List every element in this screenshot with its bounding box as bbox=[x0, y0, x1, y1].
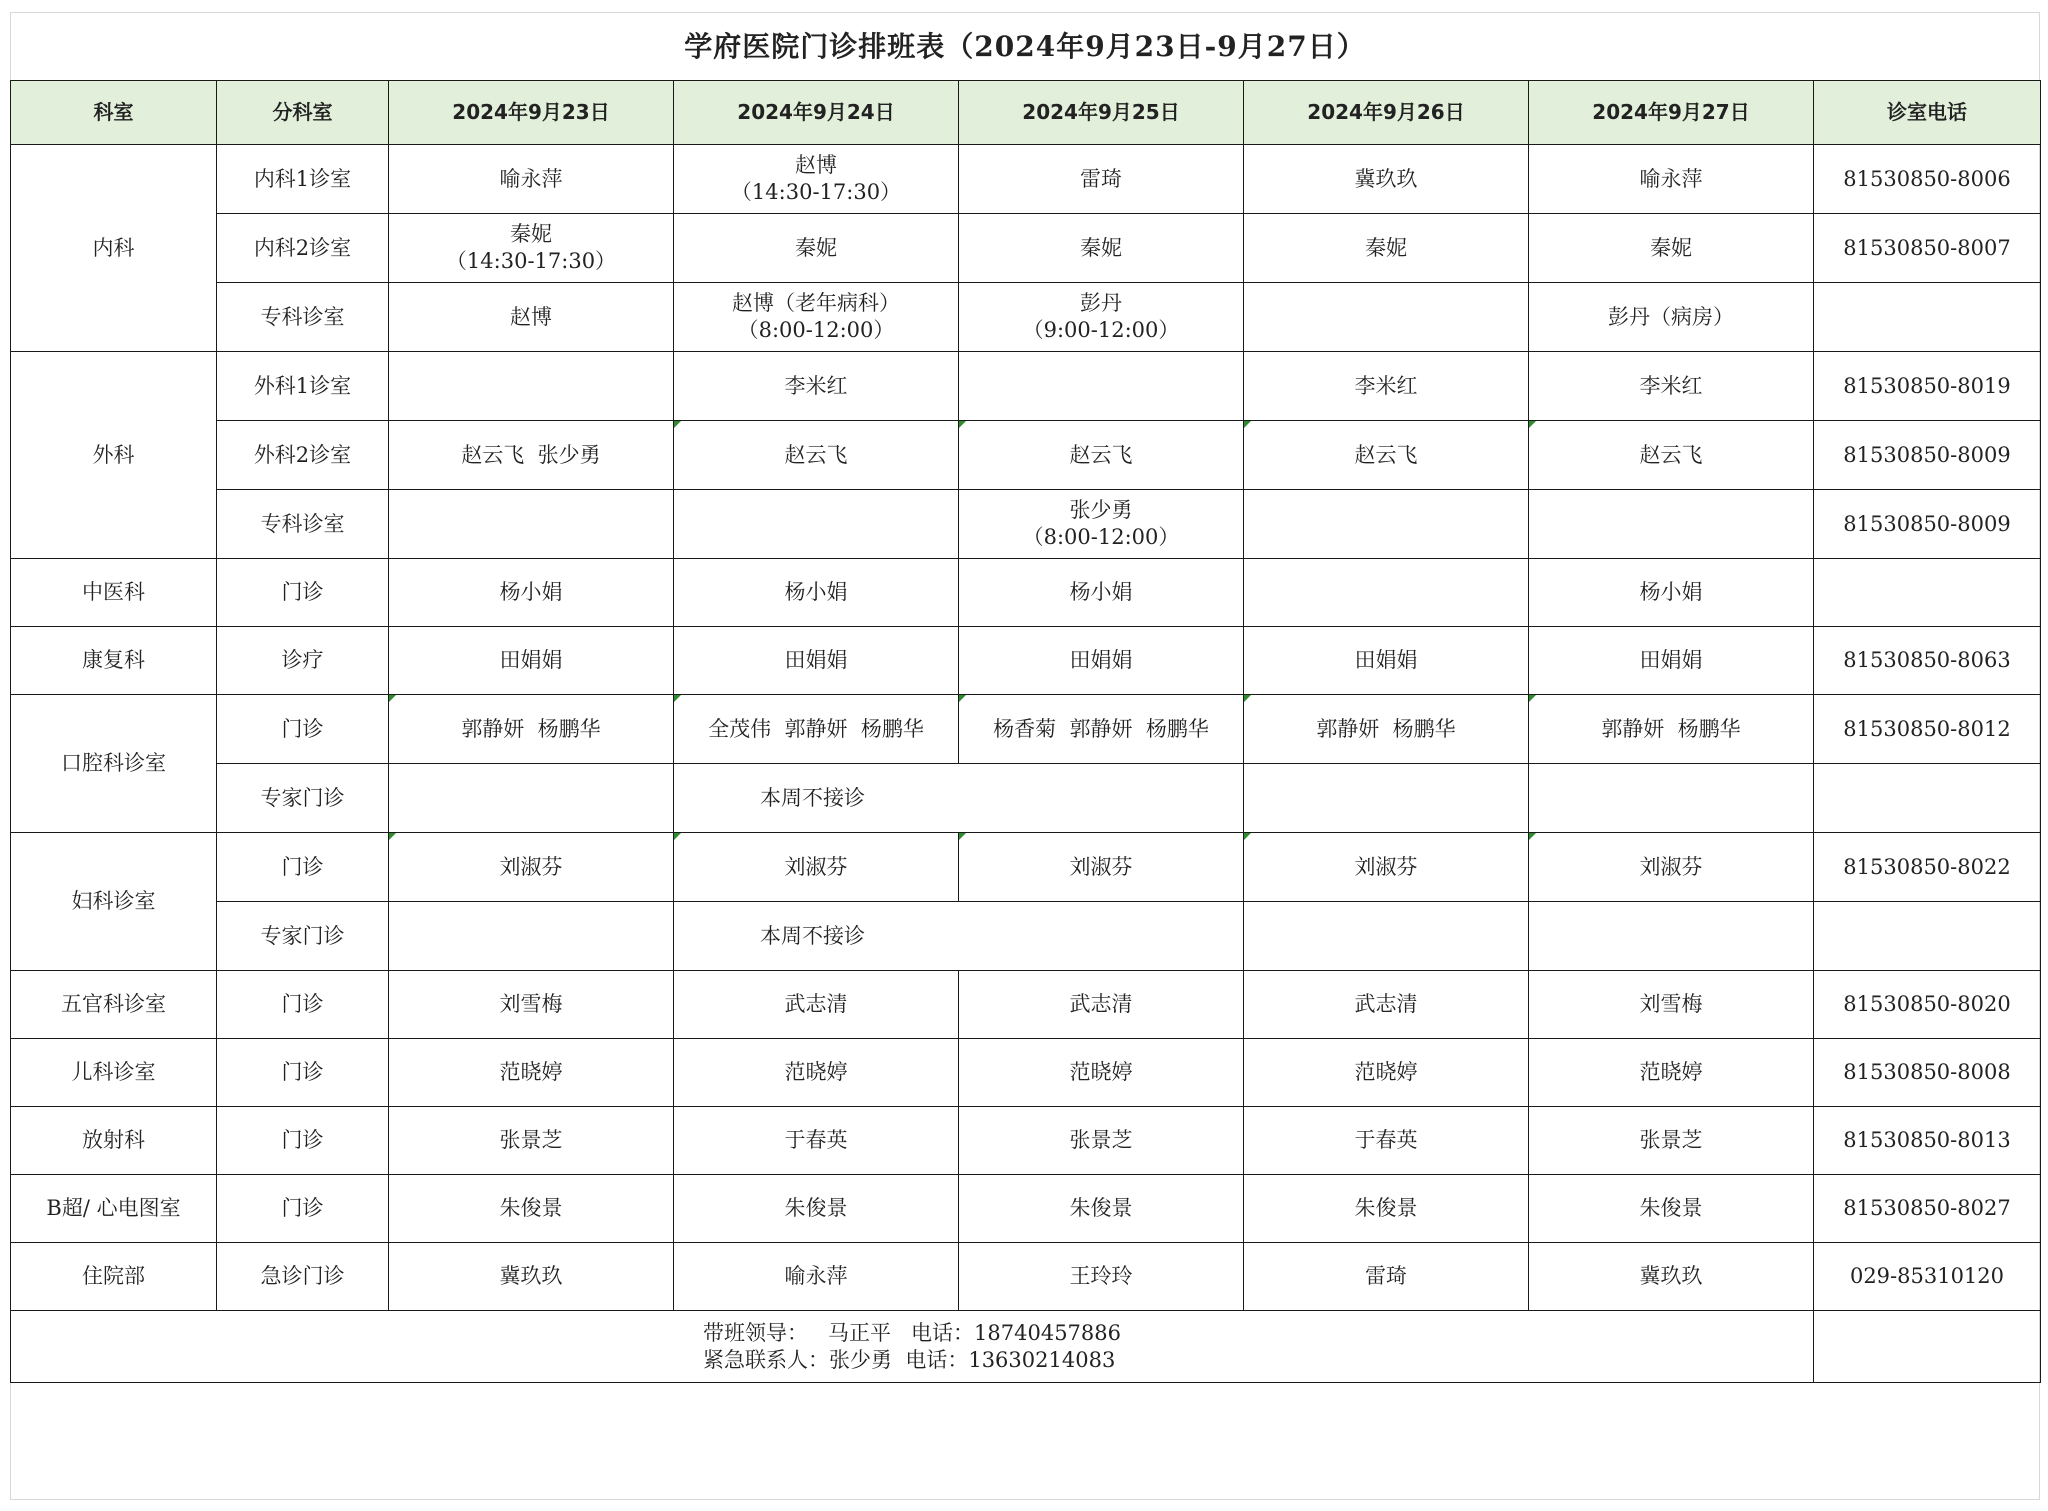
department-cell: 儿科诊室 bbox=[11, 1039, 217, 1107]
schedule-cell: 张景芝 bbox=[959, 1107, 1244, 1175]
table-row bbox=[11, 971, 2041, 1039]
schedule-cell: 于春英 bbox=[1244, 1107, 1529, 1175]
doctor-name: 全茂伟 郭静妍 杨鹏华 bbox=[708, 716, 924, 741]
schedule-cell bbox=[674, 833, 959, 902]
sub-department-cell: 门诊 bbox=[217, 833, 389, 902]
time-range: （9:00-12:00） bbox=[1022, 318, 1180, 342]
comment-marker-icon bbox=[389, 695, 396, 702]
schedule-cell: 田娟娟 bbox=[674, 627, 959, 695]
table-row bbox=[11, 559, 2041, 627]
header-phone: 诊室电话 bbox=[1814, 81, 2041, 145]
duty-leader-line: 带班领导： 马正平 电话：18740457886 bbox=[702, 1320, 1122, 1345]
schedule-cell bbox=[1244, 764, 1529, 833]
schedule-cell bbox=[1529, 421, 1814, 490]
schedule-cell: 李米红 bbox=[674, 352, 959, 421]
table-row bbox=[11, 764, 2041, 833]
phone-cell bbox=[1814, 559, 2041, 627]
doctor-name: 郭静妍 杨鹏华 bbox=[1601, 716, 1741, 741]
contact-info-cell bbox=[11, 1311, 1814, 1383]
table-row bbox=[11, 1107, 2041, 1175]
schedule-cell bbox=[1529, 833, 1814, 902]
doctor-name: 彭丹 bbox=[1080, 291, 1122, 315]
department-cell: 妇科诊室 bbox=[11, 833, 217, 971]
schedule-cell bbox=[674, 283, 959, 352]
sub-department-cell: 专家门诊 bbox=[217, 902, 389, 971]
doctor-name: 郭静妍 杨鹏华 bbox=[1316, 716, 1456, 741]
phone-cell: 81530850-8008 bbox=[1814, 1039, 2041, 1107]
schedule-cell: 杨小娟 bbox=[959, 559, 1244, 627]
schedule-cell: 赵云飞 张少勇 bbox=[389, 421, 674, 490]
table-row bbox=[11, 1243, 2041, 1311]
comment-marker-icon bbox=[1529, 421, 1536, 428]
schedule-cell bbox=[959, 490, 1244, 559]
schedule-cell: 秦妮 bbox=[959, 214, 1244, 283]
sub-department-cell: 专科诊室 bbox=[217, 283, 389, 352]
schedule-cell bbox=[1244, 559, 1529, 627]
table-row bbox=[11, 421, 2041, 490]
comment-marker-icon bbox=[1529, 833, 1536, 840]
sub-department-cell: 门诊 bbox=[217, 971, 389, 1039]
comment-marker-icon bbox=[1529, 695, 1536, 702]
department-cell: 内科 bbox=[11, 145, 217, 352]
schedule-cell: 朱俊景 bbox=[1244, 1175, 1529, 1243]
schedule-cell bbox=[674, 145, 959, 214]
schedule-cell bbox=[959, 421, 1244, 490]
schedule-cell bbox=[1529, 695, 1814, 764]
header-row bbox=[11, 81, 2041, 145]
department-cell: B超/ 心电图室 bbox=[11, 1175, 217, 1243]
department-cell: 康复科 bbox=[11, 627, 217, 695]
sub-department-cell: 门诊 bbox=[217, 1107, 389, 1175]
schedule-cell: 杨小娟 bbox=[674, 559, 959, 627]
header-date-1: 2024年9月23日 bbox=[389, 81, 674, 145]
schedule-cell: 田娟娟 bbox=[1529, 627, 1814, 695]
doctor-name: 刘淑芬 bbox=[1354, 854, 1418, 879]
schedule-cell: 范晓婷 bbox=[389, 1039, 674, 1107]
sub-department-cell: 专科诊室 bbox=[217, 490, 389, 559]
time-range: （8:00-12:00） bbox=[1022, 525, 1180, 549]
phone-cell bbox=[1814, 283, 2041, 352]
table-row bbox=[11, 833, 2041, 902]
schedule-cell: 朱俊景 bbox=[389, 1175, 674, 1243]
phone-cell: 81530850-8027 bbox=[1814, 1175, 2041, 1243]
phone-cell bbox=[1814, 764, 2041, 833]
schedule-cell: 李米红 bbox=[1529, 352, 1814, 421]
emergency-contact-line: 紧急联系人：张少勇 电话：13630214083 bbox=[702, 1347, 1116, 1372]
sub-department-cell: 外科1诊室 bbox=[217, 352, 389, 421]
schedule-cell bbox=[674, 695, 959, 764]
doctor-name: 刘淑芬 bbox=[499, 854, 563, 879]
phone-cell bbox=[1814, 902, 2041, 971]
schedule-cell: 杨小娟 bbox=[1529, 559, 1814, 627]
schedule-cell bbox=[959, 283, 1244, 352]
closed-note: 本周不接诊 bbox=[760, 923, 865, 948]
phone-cell: 81530850-8009 bbox=[1814, 490, 2041, 559]
phone-cell: 81530850-8019 bbox=[1814, 352, 2041, 421]
schedule-cell bbox=[1244, 833, 1529, 902]
comment-marker-icon bbox=[1244, 421, 1251, 428]
sub-department-cell: 急诊门诊 bbox=[217, 1243, 389, 1311]
header-date-2: 2024年9月24日 bbox=[674, 81, 959, 145]
schedule-cell: 田娟娟 bbox=[959, 627, 1244, 695]
department-cell: 住院部 bbox=[11, 1243, 217, 1311]
phone-cell: 029-85310120 bbox=[1814, 1243, 2041, 1311]
doctor-name: 杨香菊 郭静妍 杨鹏华 bbox=[993, 716, 1209, 741]
schedule-cell: 刘雪梅 bbox=[389, 971, 674, 1039]
table-row bbox=[11, 352, 2041, 421]
table-row bbox=[11, 283, 2041, 352]
doctor-name: 赵博 bbox=[795, 153, 837, 177]
schedule-cell bbox=[1244, 695, 1529, 764]
doctor-name: 郭静妍 杨鹏华 bbox=[461, 716, 601, 741]
table-row bbox=[11, 145, 2041, 214]
schedule-cell bbox=[1529, 764, 1814, 833]
schedule-cell bbox=[1244, 283, 1529, 352]
schedule-cell: 杨小娟 bbox=[389, 559, 674, 627]
table-row bbox=[11, 1175, 2041, 1243]
schedule-cell bbox=[1529, 902, 1814, 971]
schedule-cell: 朱俊景 bbox=[959, 1175, 1244, 1243]
table-row bbox=[11, 902, 2041, 971]
table-row bbox=[11, 695, 2041, 764]
doctor-name: 赵云飞 bbox=[1639, 442, 1703, 467]
sub-department-cell: 门诊 bbox=[217, 559, 389, 627]
schedule-cell: 张景芝 bbox=[1529, 1107, 1814, 1175]
sub-department-cell: 内科2诊室 bbox=[217, 214, 389, 283]
schedule-cell: 王玲玲 bbox=[959, 1243, 1244, 1311]
schedule-cell bbox=[1244, 421, 1529, 490]
phone-cell: 81530850-8022 bbox=[1814, 833, 2041, 902]
schedule-cell: 喻永萍 bbox=[674, 1243, 959, 1311]
table-row bbox=[11, 490, 2041, 559]
table-row bbox=[11, 627, 2041, 695]
comment-marker-icon bbox=[1244, 695, 1251, 702]
schedule-cell: 田娟娟 bbox=[1244, 627, 1529, 695]
schedule-cell: 雷琦 bbox=[959, 145, 1244, 214]
time-range: （14:30-17:30） bbox=[445, 249, 617, 273]
doctor-name: 刘淑芬 bbox=[1069, 854, 1133, 879]
header-date-5: 2024年9月27日 bbox=[1529, 81, 1814, 145]
schedule-cell bbox=[674, 490, 959, 559]
schedule-cell: 范晓婷 bbox=[1529, 1039, 1814, 1107]
schedule-cell: 朱俊景 bbox=[1529, 1175, 1814, 1243]
schedule-cell: 彭丹（病房） bbox=[1529, 283, 1814, 352]
doctor-name: 赵云飞 bbox=[1354, 442, 1418, 467]
department-cell: 五官科诊室 bbox=[11, 971, 217, 1039]
department-cell: 放射科 bbox=[11, 1107, 217, 1175]
sub-department-cell: 外科2诊室 bbox=[217, 421, 389, 490]
doctor-name: 赵博（老年病科） bbox=[732, 291, 900, 315]
department-cell: 中医科 bbox=[11, 559, 217, 627]
schedule-note-cell bbox=[674, 764, 1244, 833]
doctor-name: 张少勇 bbox=[1069, 498, 1133, 522]
phone-cell: 81530850-8063 bbox=[1814, 627, 2041, 695]
schedule-cell bbox=[1244, 902, 1529, 971]
schedule-cell: 武志清 bbox=[959, 971, 1244, 1039]
phone-cell: 81530850-8012 bbox=[1814, 695, 2041, 764]
schedule-cell: 秦妮 bbox=[1529, 214, 1814, 283]
schedule-cell: 李米红 bbox=[1244, 352, 1529, 421]
schedule-cell: 喻永萍 bbox=[389, 145, 674, 214]
schedule-cell bbox=[389, 490, 674, 559]
schedule-cell bbox=[674, 421, 959, 490]
comment-marker-icon bbox=[1244, 833, 1251, 840]
table-row bbox=[11, 1039, 2041, 1107]
schedule-cell bbox=[1529, 490, 1814, 559]
doctor-name: 刘淑芬 bbox=[1639, 854, 1703, 879]
comment-marker-icon bbox=[389, 833, 396, 840]
phone-cell: 81530850-8009 bbox=[1814, 421, 2041, 490]
sub-department-cell: 门诊 bbox=[217, 695, 389, 764]
department-cell: 口腔科诊室 bbox=[11, 695, 217, 833]
schedule-cell: 喻永萍 bbox=[1529, 145, 1814, 214]
schedule-note-cell bbox=[674, 902, 1244, 971]
phone-cell bbox=[1814, 1311, 2041, 1383]
schedule-cell: 秦妮 bbox=[1244, 214, 1529, 283]
schedule-cell: 赵博 bbox=[389, 283, 674, 352]
department-cell: 外科 bbox=[11, 352, 217, 559]
schedule-cell bbox=[389, 902, 674, 971]
sub-department-cell: 门诊 bbox=[217, 1039, 389, 1107]
doctor-name: 秦妮 bbox=[510, 222, 552, 246]
schedule-cell bbox=[959, 695, 1244, 764]
doctor-name: 赵云飞 bbox=[784, 442, 848, 467]
comment-marker-icon bbox=[674, 695, 681, 702]
schedule-cell: 刘雪梅 bbox=[1529, 971, 1814, 1039]
comment-marker-icon bbox=[674, 421, 681, 428]
header-date-4: 2024年9月26日 bbox=[1244, 81, 1529, 145]
footer-row bbox=[11, 1311, 2041, 1383]
schedule-table bbox=[10, 80, 2041, 1383]
header-department: 科室 bbox=[11, 81, 217, 145]
header-sub-department: 分科室 bbox=[217, 81, 389, 145]
schedule-cell: 范晓婷 bbox=[1244, 1039, 1529, 1107]
schedule-cell: 冀玖玖 bbox=[1244, 145, 1529, 214]
doctor-name: 刘淑芬 bbox=[784, 854, 848, 879]
schedule-cell: 张景芝 bbox=[389, 1107, 674, 1175]
sub-department-cell: 专家门诊 bbox=[217, 764, 389, 833]
schedule-cell bbox=[389, 764, 674, 833]
page-title: 学府医院门诊排班表（2024年9月23日-9月27日） bbox=[684, 30, 1366, 63]
schedule-cell: 朱俊景 bbox=[674, 1175, 959, 1243]
schedule-cell: 于春英 bbox=[674, 1107, 959, 1175]
schedule-cell: 冀玖玖 bbox=[1529, 1243, 1814, 1311]
contact-info bbox=[703, 1320, 1121, 1374]
schedule-cell bbox=[389, 695, 674, 764]
comment-marker-icon bbox=[674, 833, 681, 840]
schedule-cell bbox=[959, 352, 1244, 421]
comment-marker-icon bbox=[959, 833, 966, 840]
phone-cell: 81530850-8020 bbox=[1814, 971, 2041, 1039]
schedule-cell: 武志清 bbox=[674, 971, 959, 1039]
schedule-cell: 田娟娟 bbox=[389, 627, 674, 695]
schedule-cell bbox=[1244, 490, 1529, 559]
doctor-name: 赵云飞 bbox=[1069, 442, 1133, 467]
schedule-cell bbox=[389, 214, 674, 283]
schedule-cell bbox=[959, 833, 1244, 902]
schedule-cell: 范晓婷 bbox=[674, 1039, 959, 1107]
schedule-cell: 秦妮 bbox=[674, 214, 959, 283]
header-date-3: 2024年9月25日 bbox=[959, 81, 1244, 145]
schedule-cell: 武志清 bbox=[1244, 971, 1529, 1039]
table-row bbox=[11, 214, 2041, 283]
schedule-cell: 冀玖玖 bbox=[389, 1243, 674, 1311]
sub-department-cell: 门诊 bbox=[217, 1175, 389, 1243]
schedule-cell bbox=[389, 833, 674, 902]
schedule-cell bbox=[389, 352, 674, 421]
comment-marker-icon bbox=[959, 421, 966, 428]
time-range: （14:30-17:30） bbox=[730, 180, 902, 204]
phone-cell: 81530850-8013 bbox=[1814, 1107, 2041, 1175]
sub-department-cell: 诊疗 bbox=[217, 627, 389, 695]
schedule-cell: 雷琦 bbox=[1244, 1243, 1529, 1311]
comment-marker-icon bbox=[959, 695, 966, 702]
phone-cell: 81530850-8006 bbox=[1814, 145, 2041, 214]
closed-note: 本周不接诊 bbox=[760, 785, 865, 810]
schedule-cell: 范晓婷 bbox=[959, 1039, 1244, 1107]
time-range: （8:00-12:00） bbox=[737, 318, 895, 342]
phone-cell: 81530850-8007 bbox=[1814, 214, 2041, 283]
sub-department-cell: 内科1诊室 bbox=[217, 145, 389, 214]
